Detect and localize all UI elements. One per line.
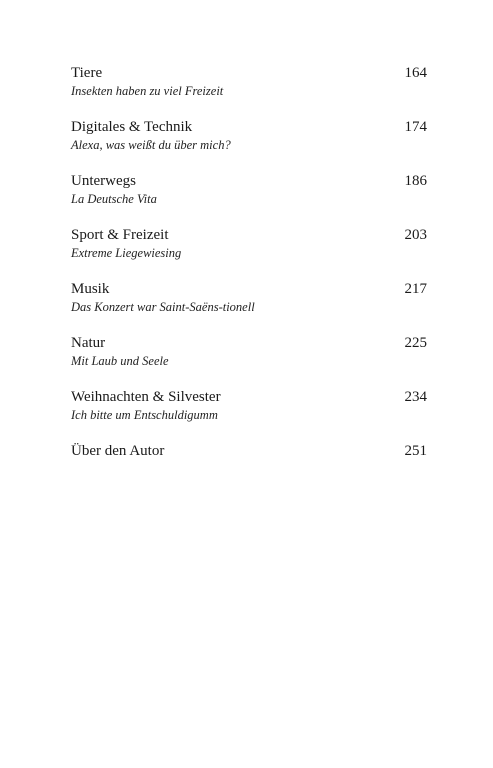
chapter-title: Unterwegs — [71, 173, 136, 189]
toc-entry-unterwegs[interactable] — [71, 172, 427, 226]
chapter-title: Digitales & Technik — [71, 119, 193, 135]
chapter-title: Sport & Freizeit — [71, 227, 169, 243]
page-number: 251 — [404, 443, 427, 459]
toc-entry-natur[interactable] — [71, 334, 427, 388]
toc-entry-digitales-technik[interactable] — [71, 118, 427, 172]
page-number: 164 — [404, 65, 427, 81]
toc-entry-row — [71, 334, 427, 352]
toc-entry-ueber-den-autor[interactable] — [71, 442, 427, 496]
chapter-title: Musik — [71, 281, 110, 297]
toc-entry-tiere[interactable] — [71, 64, 427, 118]
chapter-title: Weihnachten & Silvester — [71, 389, 221, 405]
chapter-subtitle: Extreme Liegewiesing — [71, 246, 182, 260]
page-number: 234 — [404, 389, 427, 405]
page-number: 186 — [404, 173, 427, 189]
toc-entry-sport-freizeit[interactable] — [71, 226, 427, 280]
toc-entry-row — [71, 280, 427, 298]
chapter-subtitle: Ich bitte um Entschuldigumm — [71, 408, 218, 422]
chapter-subtitle: Das Konzert war Saint-Saëns-tionell — [71, 300, 255, 314]
page-number: 203 — [404, 227, 427, 243]
chapter-title: Natur — [71, 335, 106, 351]
toc-entry-weihnachten-silvester[interactable] — [71, 388, 427, 442]
chapter-subtitle: La Deutsche Vita — [71, 192, 157, 206]
toc-entry-row — [71, 64, 427, 82]
page-number: 225 — [404, 335, 427, 351]
chapter-subtitle: Insekten haben zu viel Freizeit — [71, 84, 224, 98]
chapter-subtitle: Alexa, was weißt du über mich? — [71, 138, 231, 152]
chapter-subtitle: Mit Laub und Seele — [71, 354, 169, 368]
chapter-title: Tiere — [71, 65, 103, 81]
toc-entry-row — [71, 388, 427, 406]
chapter-title: Über den Autor — [71, 443, 165, 459]
page-number: 174 — [404, 119, 427, 135]
toc-entry-row — [71, 442, 427, 460]
toc-entry-row — [71, 172, 427, 190]
page-number: 217 — [404, 281, 427, 297]
table-of-contents — [71, 64, 427, 496]
toc-entry-row — [71, 226, 427, 244]
toc-entry-musik[interactable] — [71, 280, 427, 334]
toc-entry-row — [71, 118, 427, 136]
